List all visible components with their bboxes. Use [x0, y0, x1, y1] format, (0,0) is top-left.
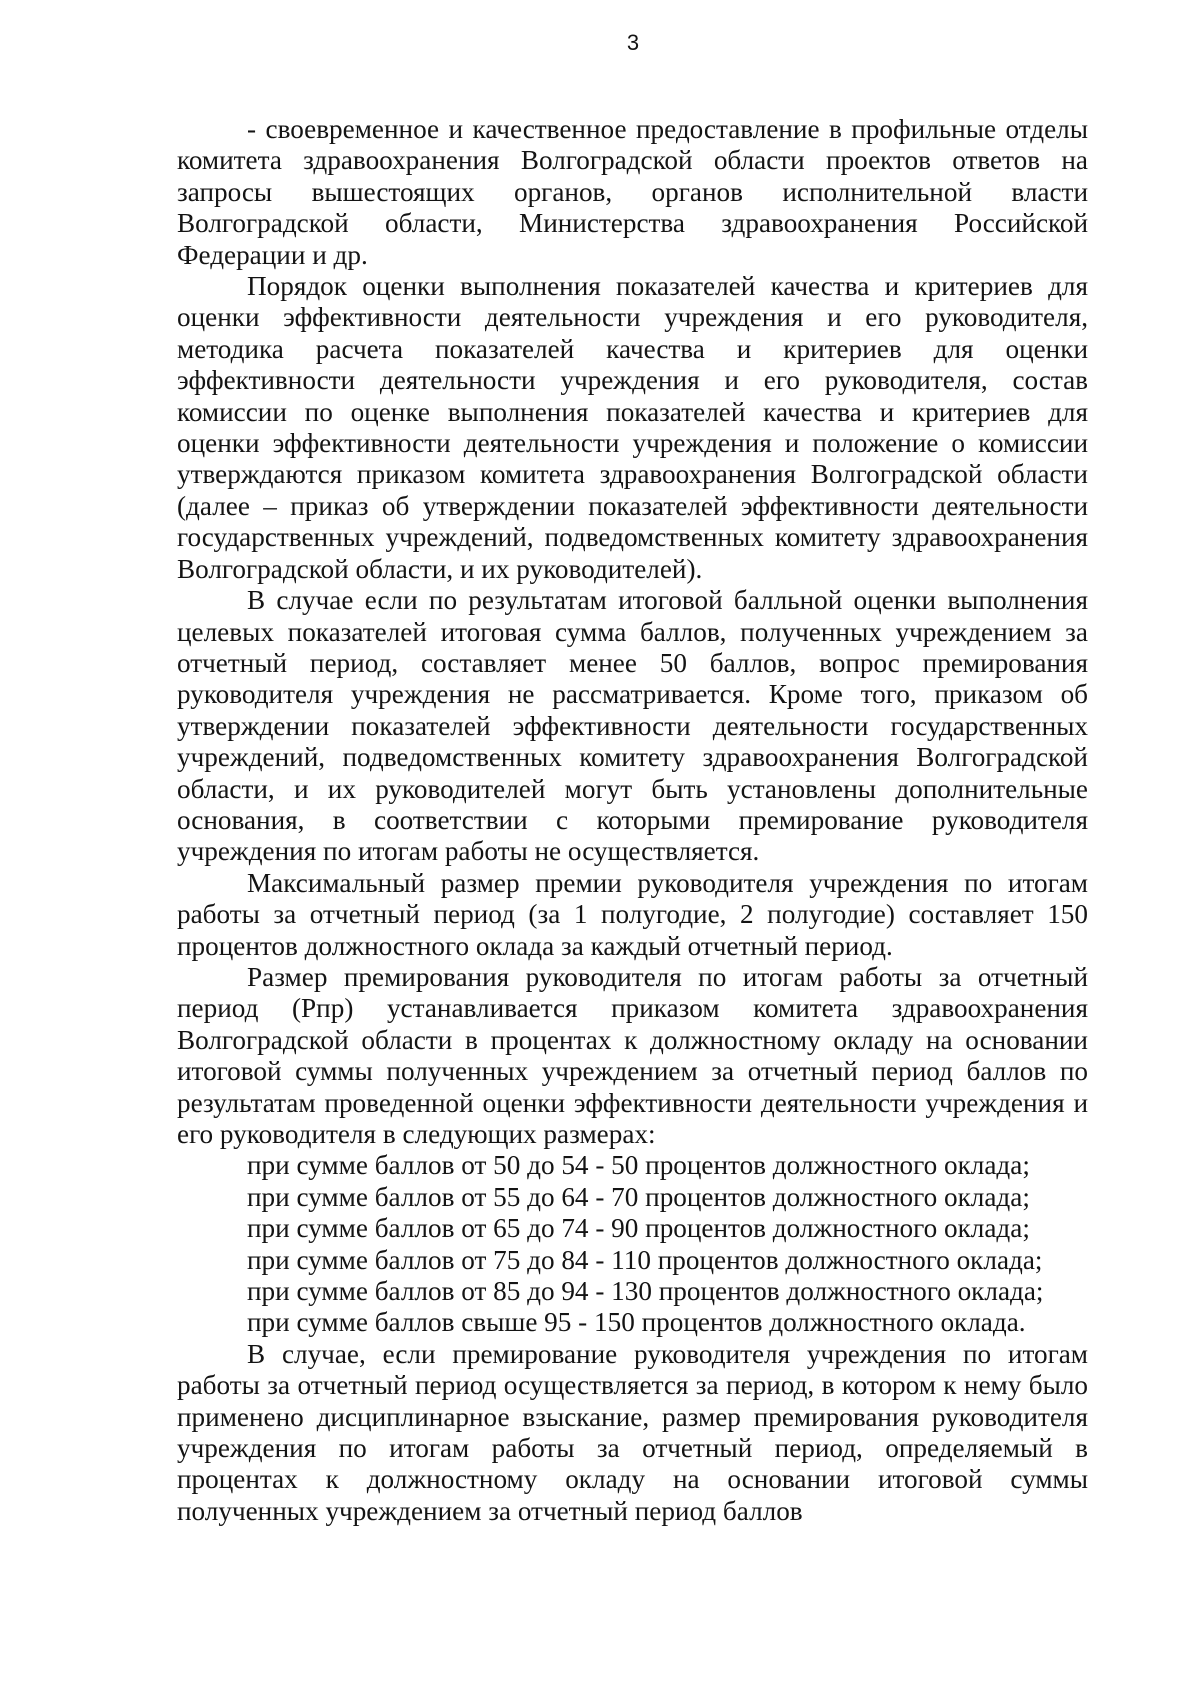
- list-item: при сумме баллов от 85 до 94 - 130 процентов должностного оклада;: [247, 1276, 1044, 1307]
- bonus-scale-list: [177, 1150, 1088, 1338]
- list-item: при сумме баллов от 75 до 84 - 110 процентов должностного оклада;: [247, 1244, 1043, 1275]
- paragraph-max-bonus: Максимальный размер премии руководителя учреждения по итогам работы за отчетный период (за 1 полугодие, 2 полугодие) составляет 150 процентов должностного оклада за каждый отчетный период.: [177, 867, 1088, 961]
- paragraph-threshold: В случае если по результатам итоговой балльной оценки выполнения целевых показателей итоговая сумма баллов, полученных учреждением за отчетный период, составляет менее 50 баллов, вопрос премирования руководителя учреждения не рассматривается. Кроме того, приказом об утверждении показателей эффективности деятельности государственных учреждений, подведомственных комитету здравоохранения Волгоградской области, и их руководителей могут быть установлены дополнительные основания, в соответствии с которыми премирование руководителя учреждения по итогам работы не осуществляется.: [177, 585, 1088, 867]
- paragraph-duties-end: - своевременное и качественное предоставление в профильные отделы комитета здравоохранения Волгоградской области проектов ответов на запросы вышестоящих органов, органов исполнительной власти Волгоградской области, Министерства здравоохранения Российской Федерации и др.: [177, 114, 1088, 270]
- document-body: [177, 114, 1088, 1527]
- list-item: при сумме баллов от 65 до 74 - 90 процентов должностного оклада;: [247, 1213, 1030, 1244]
- list-item: при сумме баллов свыше 95 - 150 процентов должностного оклада.: [247, 1307, 1026, 1338]
- paragraph-bonus-size: Размер премирования руководителя по итогам работы за отчетный период (Рпр) устанавливается приказом комитета здравоохранения Волгоградской области в процентах к должностному окладу на основании итоговой суммы полученных учреждением за отчетный период баллов по результатам проведенной оценки эффективности деятельности учреждения и его руководителя в следующих размерах:: [177, 961, 1088, 1149]
- list-item: при сумме баллов от 50 до 54 - 50 процентов должностного оклада;: [247, 1150, 1030, 1181]
- paragraph-disciplinary: В случае, если премирование руководителя учреждения по итогам работы за отчетный период осуществляется за период, в котором к нему было применено дисциплинарное взыскание, размер премирования руководителя учреждения по итогам работы за отчетный период, определяемый в процентах к должностному окладу на основании итоговой суммы полученных учреждением за отчетный период баллов: [177, 1338, 1088, 1526]
- list-item: при сумме баллов от 55 до 64 - 70 процентов должностного оклада;: [247, 1181, 1030, 1212]
- paragraph-evaluation-procedure: Порядок оценки выполнения показателей качества и критериев для оценки эффективности деятельности учреждения и его руководителя, методика расчета показателей качества и критериев для оценки эффективности деятельности учреждения и его руководителя, состав комиссии по оценке выполнения показателей качества и критериев для оценки эффективности деятельности учреждения и положение о комиссии утверждаются приказом комитета здравоохранения Волгоградской области (далее – приказ об утверждении показателей эффективности деятельности государственных учреждений, подведомственных комитету здравоохранения Волгоградской области, и их руководителей).: [177, 271, 1088, 584]
- page-number: 3: [626, 30, 640, 55]
